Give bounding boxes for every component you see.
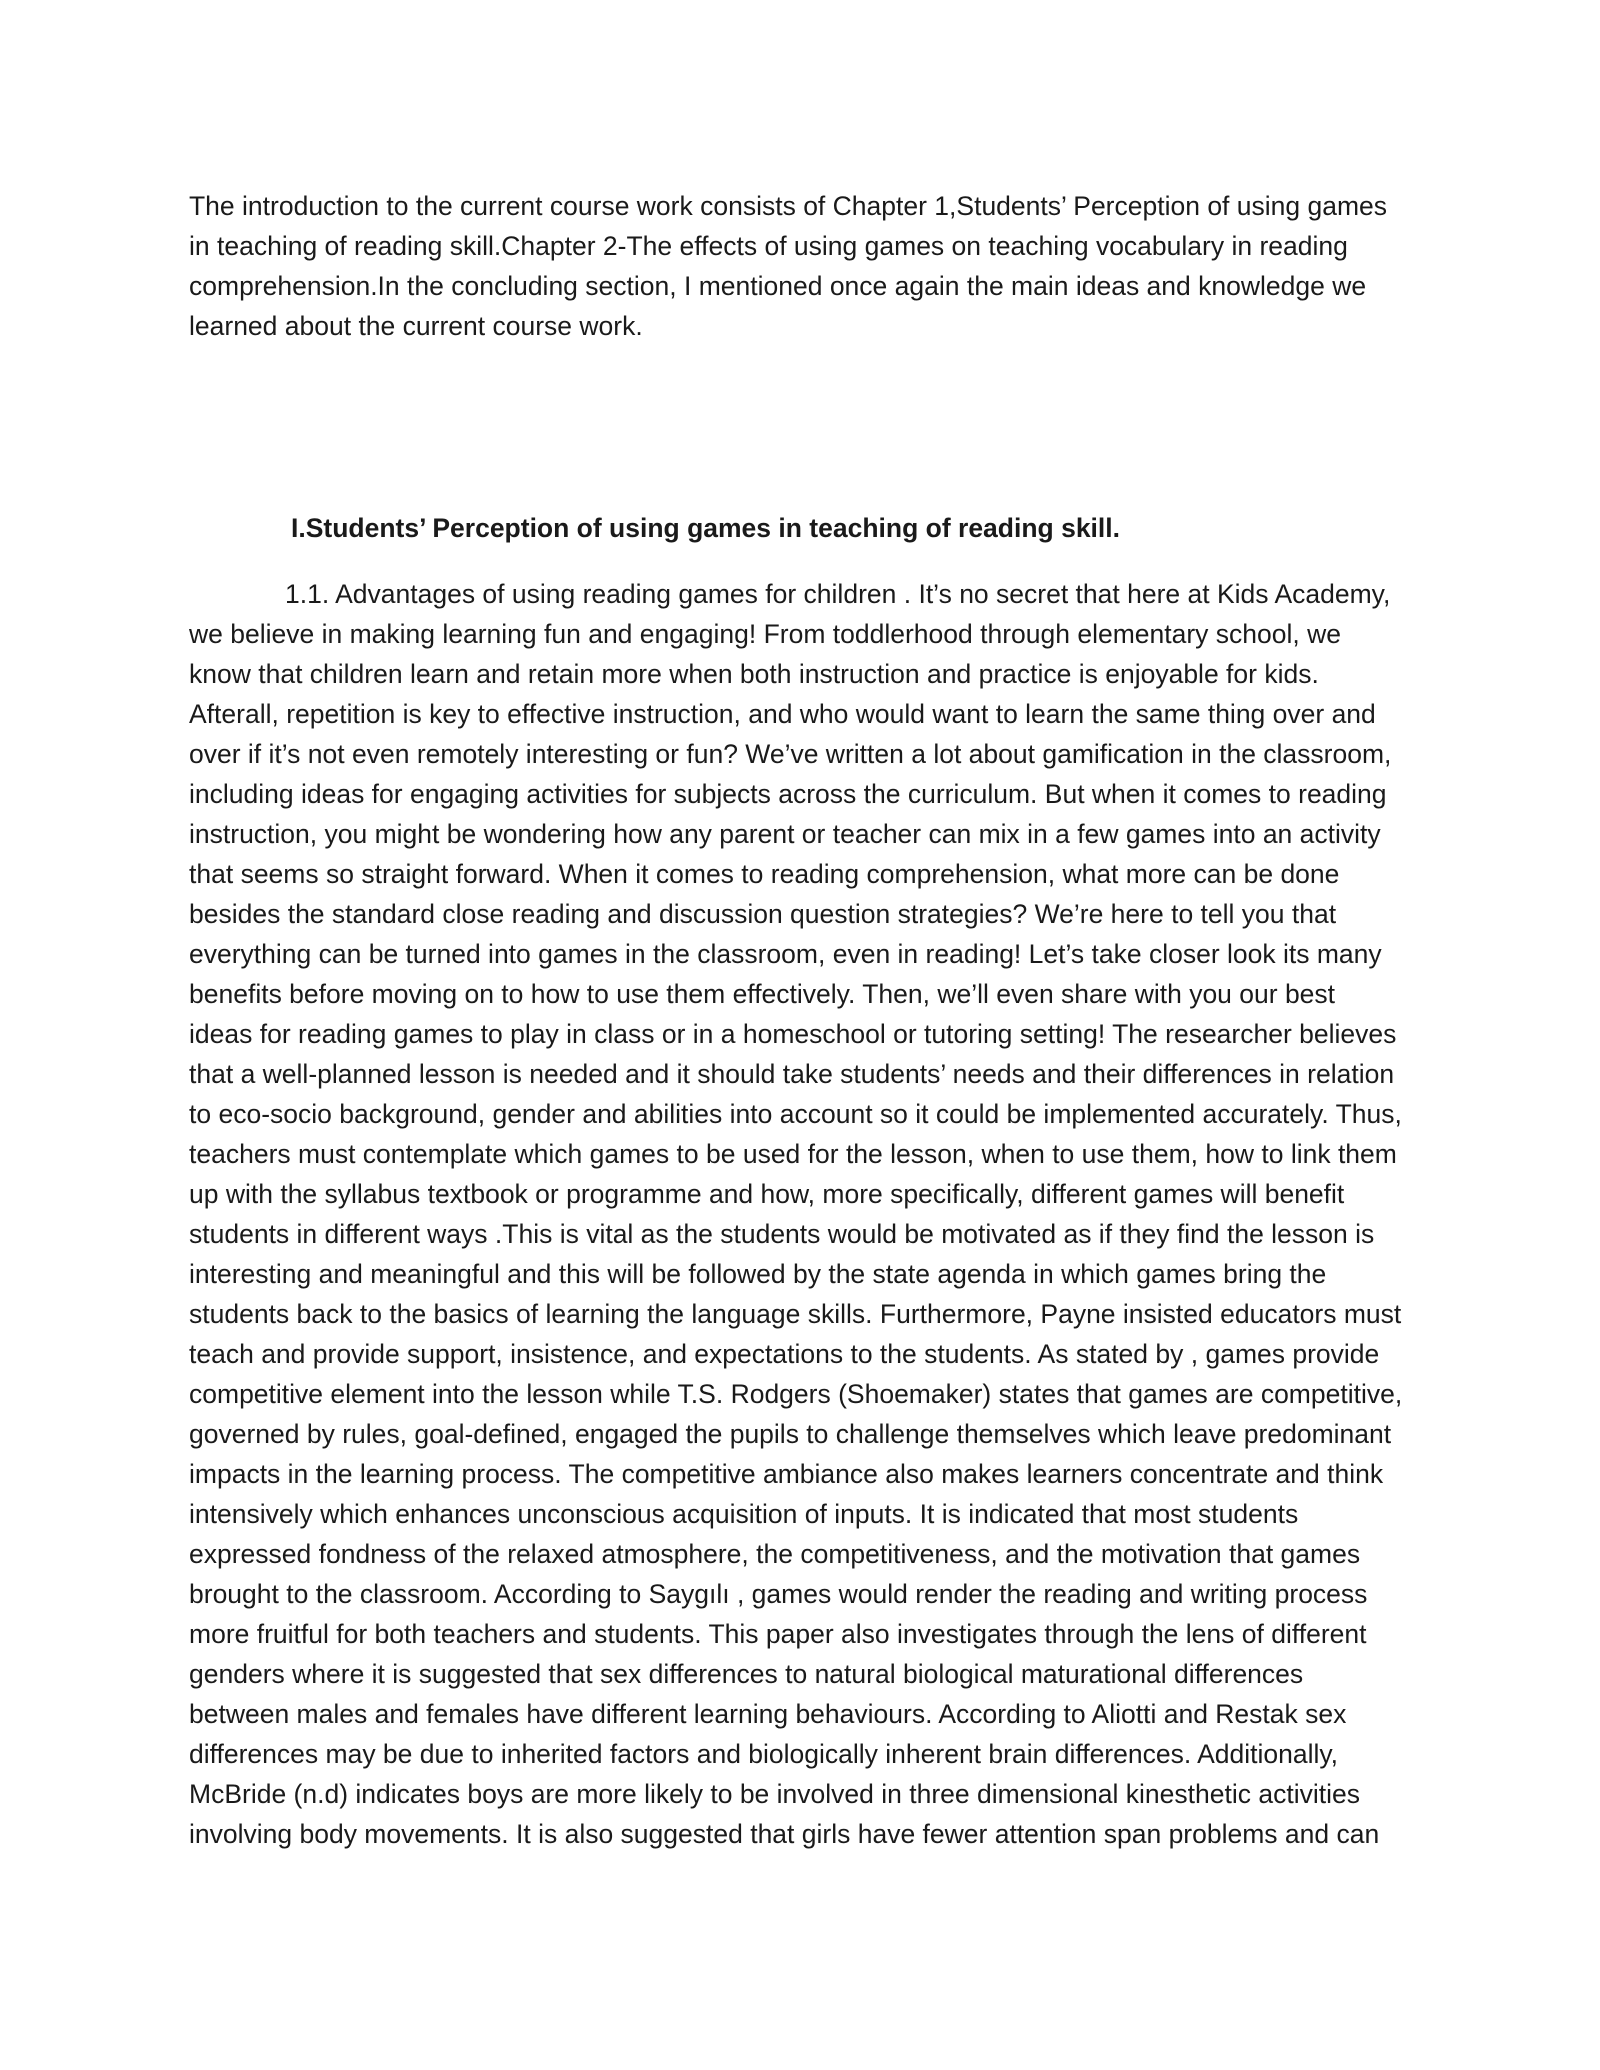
body-line: besides the standard close reading and discussion question strategies? We’re here to tell you that xyxy=(189,899,1337,929)
body-line: instruction, you might be wondering how any parent or teacher can mix in a few games into an activity xyxy=(189,819,1381,849)
body-line: to eco-socio background, gender and abilities into account so it could be implemented accurately. Thus, xyxy=(189,1099,1402,1129)
body-line: up with the syllabus textbook or programme and how, more specifically, different games will benefit xyxy=(189,1179,1345,1209)
body-line: ideas for reading games to play in class or in a homeschool or tutoring setting! The researcher believes xyxy=(189,1019,1397,1049)
body-line: more fruitful for both teachers and students. This paper also investigates through the lens of different xyxy=(189,1619,1367,1649)
body-line: differences may be due to inherited factors and biologically inherent brain differences. Additionally, xyxy=(189,1739,1339,1769)
body-line: know that children learn and retain more when both instruction and practice is enjoyable for kids. xyxy=(189,659,1319,689)
body-line: teachers must contemplate which games to be used for the lesson, when to use them, how to link them xyxy=(189,1139,1397,1169)
body-line: impacts in the learning process. The competitive ambiance also makes learners concentrate and think xyxy=(189,1459,1384,1489)
body-line: benefits before moving on to how to use them effectively. Then, we’ll even share with you our best xyxy=(189,979,1336,1009)
intro-line: The introduction to the current course work consists of Chapter 1,Students’ Perception of using games xyxy=(189,191,1388,221)
body-line: we believe in making learning fun and engaging! From toddlerhood through elementary school, we xyxy=(189,619,1341,649)
intro-line: learned about the current course work. xyxy=(189,311,643,341)
body-line: students in different ways .This is vital as the students would be motivated as if they find the lesson is xyxy=(189,1219,1375,1249)
body-line: including ideas for engaging activities for subjects across the curriculum. But when it comes to reading xyxy=(189,779,1387,809)
body-line: expressed fondness of the relaxed atmosphere, the competitiveness, and the motivation that games xyxy=(189,1539,1361,1569)
body-line: 1.1. Advantages of using reading games for children . It’s no secret that here at Kids Academy, xyxy=(285,579,1391,609)
body-line: students back to the basics of learning the language skills. Furthermore, Payne insisted educators must xyxy=(189,1299,1402,1329)
body-line: McBride (n.d) indicates boys are more likely to be involved in three dimensional kinesthetic activities xyxy=(189,1779,1360,1809)
body-line: competitive element into the lesson while T.S. Rodgers (Shoemaker) states that games are competitive, xyxy=(189,1379,1403,1409)
body-line: Afterall, repetition is key to effective instruction, and who would want to learn the same thing over and xyxy=(189,699,1376,729)
body-line: between males and females have different learning behaviours. According to Aliotti and Restak sex xyxy=(189,1699,1347,1729)
section-heading: I.Students’ Perception of using games in teaching of reading skill. xyxy=(291,513,1121,543)
body-line: teach and provide support, insistence, and expectations to the students. As stated by , games provide xyxy=(189,1339,1380,1369)
body-line: genders where it is suggested that sex differences to natural biological maturational differences xyxy=(189,1659,1304,1689)
body-line: involving body movements. It is also suggested that girls have fewer attention span problems and can xyxy=(189,1819,1380,1849)
body-line: over if it’s not even remotely interesting or fun? We’ve written a lot about gamification in the classroom, xyxy=(189,739,1392,769)
body-line: brought to the classroom. According to Saygılı , games would render the reading and writing process xyxy=(189,1579,1368,1609)
body-line: that seems so straight forward. When it comes to reading comprehension, what more can be done xyxy=(189,859,1340,889)
body-line: interesting and meaningful and this will be followed by the state agenda in which games bring the xyxy=(189,1259,1327,1289)
intro-line: comprehension.In the concluding section, I mentioned once again the main ideas and knowledge we xyxy=(189,271,1367,301)
body-line: governed by rules, goal-defined, engaged the pupils to challenge themselves which leave predominant xyxy=(189,1419,1392,1449)
body-line: intensively which enhances unconscious acquisition of inputs. It is indicated that most students xyxy=(189,1499,1299,1529)
body-line: everything can be turned into games in the classroom, even in reading! Let’s take closer look its many xyxy=(189,939,1382,969)
body-line: that a well-planned lesson is needed and it should take students’ needs and their differences in relation xyxy=(189,1059,1395,1089)
intro-line: in teaching of reading skill.Chapter 2-The effects of using games on teaching vocabulary in reading xyxy=(189,231,1348,261)
